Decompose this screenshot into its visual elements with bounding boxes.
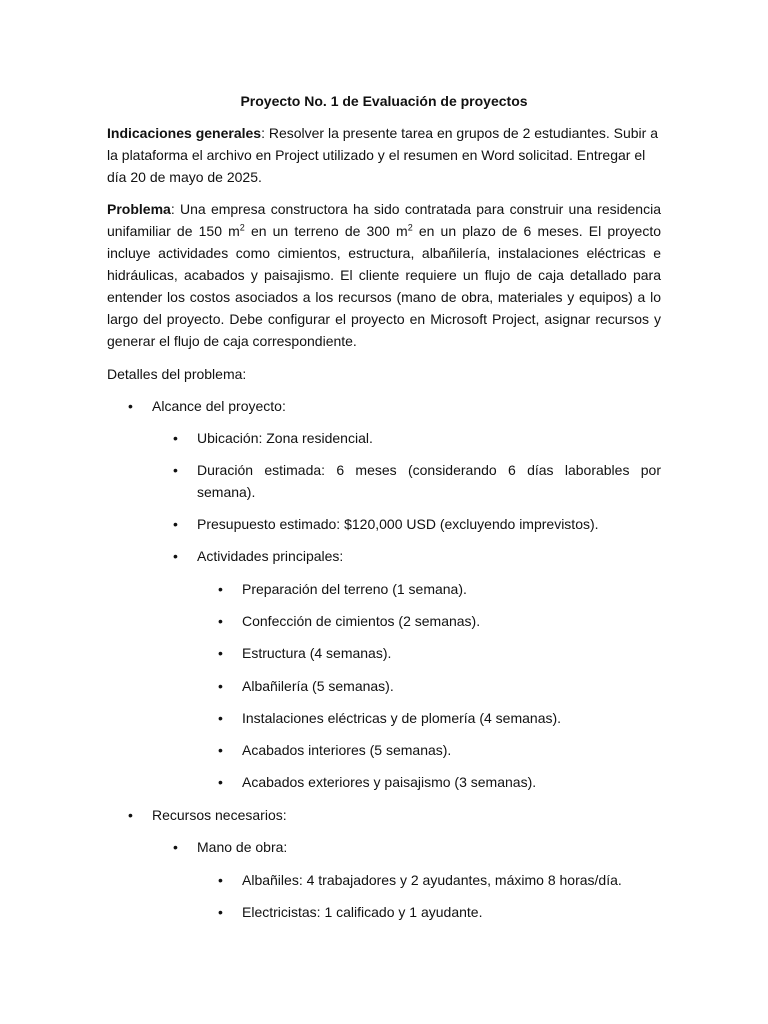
problem-text-3: en un plazo de 6 meses. El proyecto incluye actividades como cimientos, estructura, albañilería, instalaciones eléctricas e hidráulicas, acabados y paisajismo. El cliente requiere un flujo de caja detallado para entender los costos asociados a los recursos (mano de obra, materiales y equipos) a lo largo del proyecto. Debe configurar el proyecto en Microsoft Project, asignar recursos y generar el flujo de caja correspondiente. [107,223,662,349]
list-item-activity: Confección de cimientos (2 semanas). [242,613,481,629]
list-item-actividades: Actividades principales: [197,548,344,564]
problem-text-1: : Una empresa constructora ha sido contratada para construir una residencia unifamiliar de 150 m [107,201,661,239]
bullet-icon: • [218,678,223,694]
bullet-icon: • [218,581,223,597]
bullet-icon: • [173,430,178,446]
list-item-presupuesto: Presupuesto estimado: $120,000 USD (excluyendo imprevistos). [197,516,599,532]
list-item-mano-obra: Mano de obra: [197,839,288,855]
list-item-activity: Acabados interiores (5 semanas). [242,742,452,758]
bullet-icon: • [128,398,133,414]
problem-paragraph [107,198,661,352]
problem-text-2: en un terreno de 300 m [244,223,408,239]
list-item-ubicacion: Ubicación: Zona residencial. [197,430,373,446]
list-item-activity: Instalaciones eléctricas y de plomería (4 semanas). [242,710,562,726]
problem-label: Problema [107,201,171,217]
bullet-icon: • [218,774,223,790]
list-item-albaniles: Albañiles: 4 trabajadores y 2 ayudantes, máximo 8 horas/día. [242,872,622,888]
list-item-activity: Acabados exteriores y paisajismo (3 semanas). [242,774,537,790]
bullet-icon: • [173,516,178,532]
general-instructions-text: : Resolver la presente tarea en grupos de 2 estudiantes. Subir a la plataforma el archivo en Project utilizado y el resumen en Word solicitad. Entregar el día 20 de mayo de 2025. [107,125,658,185]
general-instructions-label: Indicaciones generales [107,125,262,141]
bullet-icon: • [218,904,223,920]
list-item-electricistas: Electricistas: 1 calificado y 1 ayudante. [242,904,483,920]
details-heading: Detalles del problema: [107,366,247,382]
bullet-icon: • [218,742,223,758]
list-item-recursos: Recursos necesarios: [152,807,287,823]
bullet-icon: • [173,462,178,478]
general-instructions-paragraph [107,122,661,188]
problem-superscript-1: 2 [239,222,245,233]
bullet-icon: • [173,839,178,855]
bullet-icon: • [218,645,223,661]
list-item-alcance: Alcance del proyecto: [152,398,286,414]
document-title: Proyecto No. 1 de Evaluación de proyectos [240,93,528,109]
list-item-activity: Albañilería (5 semanas). [242,678,394,694]
bullet-icon: • [218,710,223,726]
bullet-icon: • [218,872,223,888]
list-item-activity: Preparación del terreno (1 semana). [242,581,467,597]
problem-superscript-2: 2 [407,222,413,233]
bullet-icon: • [128,807,133,823]
bullet-icon: • [218,613,223,629]
list-item-duracion: Duración estimada: 6 meses (considerando 6 días laborables por semana). [197,462,661,500]
list-item-activity: Estructura (4 semanas). [242,645,392,661]
bullet-icon: • [173,548,178,564]
